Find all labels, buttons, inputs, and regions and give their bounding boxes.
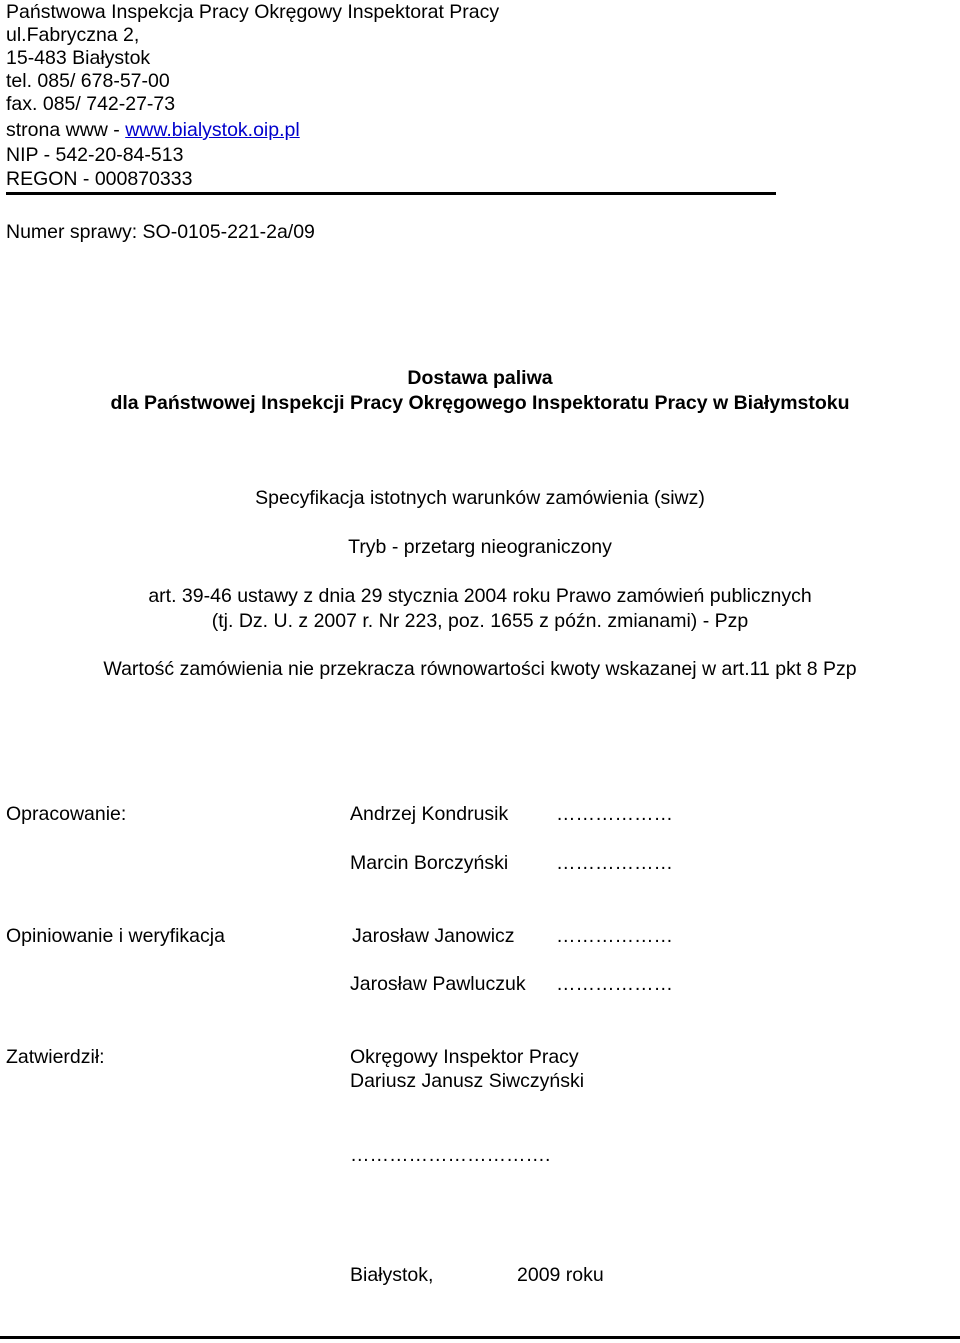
signature-line: ……………… [556,925,673,947]
phone-number: tel. 085/ 678-57-00 [6,70,170,92]
footer-place: Białystok, [350,1264,434,1286]
signature-line: ……………… [556,973,673,995]
case-number: Numer sprawy: SO-0105-221-2a/09 [6,221,315,243]
document-title: Dostawa paliwa [407,367,553,389]
legal-reference: (tj. Dz. U. z 2007 r. Nr 223, poz. 1655 z późn. zmianami) - Pzp [211,610,749,632]
nip-number: NIP - 542-20-84-513 [6,144,184,166]
approver-signature-line: …………………………. [350,1144,551,1166]
reviewed-person-1: Jarosław Janowicz [352,925,515,947]
institution-name: Państwowa Inspekcja Pracy Okręgowy Inspektorat Pracy [6,1,500,23]
footer-year: 2009 roku [517,1264,604,1286]
approved-label: Zatwierdził: [6,1046,105,1068]
address-city: 15-483 Białystok [6,47,151,69]
approver-title: Okręgowy Inspektor Pracy [350,1046,579,1068]
spec-title: Specyfikacja istotnych warunków zamówienia (siwz) [255,487,705,509]
document-subtitle: dla Państwowej Inspekcji Pracy Okręgowego Inspektoratu Pracy w Białymstoku [110,392,850,414]
website-prefix: strona www - [6,119,126,141]
prepared-person-1: Andrzej Kondrusik [350,803,509,825]
regon-number: REGON - 000870333 [6,168,193,190]
signature-line: ……………… [556,852,673,874]
fax-number: fax. 085/ 742-27-73 [6,93,176,115]
website-link[interactable]: www.bialystok.oip.pl [125,119,300,141]
prepared-label: Opracowanie: [6,803,127,825]
approver-name: Dariusz Janusz Siwczyński [350,1070,585,1092]
procedure-mode: Tryb - przetarg nieograniczony [348,536,612,558]
header-divider [6,192,776,195]
reviewed-label: Opiniowanie i weryfikacja [6,925,225,947]
value-statement: Wartość zamówienia nie przekracza równowartości kwoty wskazanej w art.11 pkt 8 Pzp [103,658,857,680]
signature-line: ……………… [556,803,673,825]
prepared-person-2: Marcin Borczyński [350,852,509,874]
address-street: ul.Fabryczna 2, [6,24,140,46]
website-line [6,118,300,142]
legal-basis: art. 39-46 ustawy z dnia 29 stycznia 2004 roku Prawo zamówień publicznych [148,585,812,607]
footer-divider [0,1336,960,1339]
reviewed-person-2: Jarosław Pawluczuk [350,973,526,995]
